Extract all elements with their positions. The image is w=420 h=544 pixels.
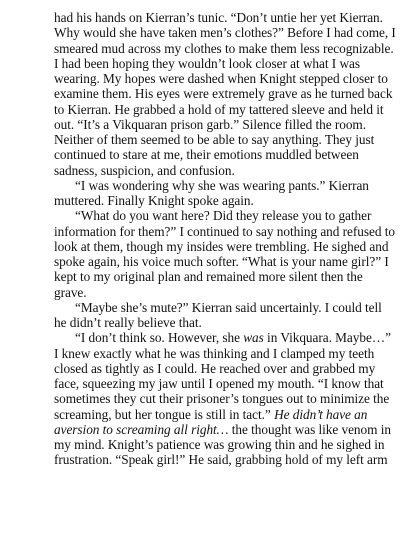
italic-text: was (243, 330, 264, 346)
paragraph (54, 300, 396, 331)
paragraph (54, 178, 396, 209)
text-run: had his hands on Kierran’s tunic. “Don’t untie her yet Kierran. Why would she have taken men’s clothes?” Before I had come, I smeared mud across my clothes to make them less recognizable. I had been hoping they wouldn’t look closer at what I was wearing. My hopes were dashed when Knight stepped closer to examine them. His eyes were extremely grave as he turned back to Kierran. He grabbed a hold of my tattered sleeve and held it out. “It’s a Vikquaran prison garb.” Silence filled the room. Neither of them seemed to be able to say anything. They just continued to stare at me, their emotions muddled between sadness, suspicion, and confusion. (54, 10, 396, 178)
italic-text: He didn’t have an aversion to screaming all right… (54, 406, 368, 437)
paragraph (54, 208, 396, 300)
text-run: the thought was like venom in my mind. Knight’s patience was growing thin and he sighed in frustration. “Speak girl!” He said, grabbing hold of my left arm (54, 421, 391, 468)
paragraph (54, 330, 396, 467)
text-run: in Vikquara. Maybe…” I knew exactly what he was thinking and I clamped my teeth closed as tightly as I could. He reached over and grabbed my face, squeezing my jaw until I opened my mouth. “I know that sometimes they cut their prisoner’s tongues out to minimize the screaming, but her tongue is still in tact.” (54, 330, 391, 422)
paragraph (54, 10, 396, 178)
text-run: “I was wondering why she was wearing pants.” Kierran muttered. Finally Knight spoke again. (54, 177, 369, 208)
text-run: “Maybe she’s mute?” Kierran said uncertainly. I could tell he didn’t really believe that. (54, 299, 382, 330)
text-run: “What do you want here? Did they release you to gather information for them?” I continued to say nothing and refused to look at them, though my insides were trembling. He sighed and spoke again, his voice much softer. “What is your name girl?” I kept to my original plan and remained more silent then the grave. (54, 208, 395, 300)
body-text (54, 10, 396, 468)
text-run: “I don’t think so. However, she (75, 330, 244, 346)
